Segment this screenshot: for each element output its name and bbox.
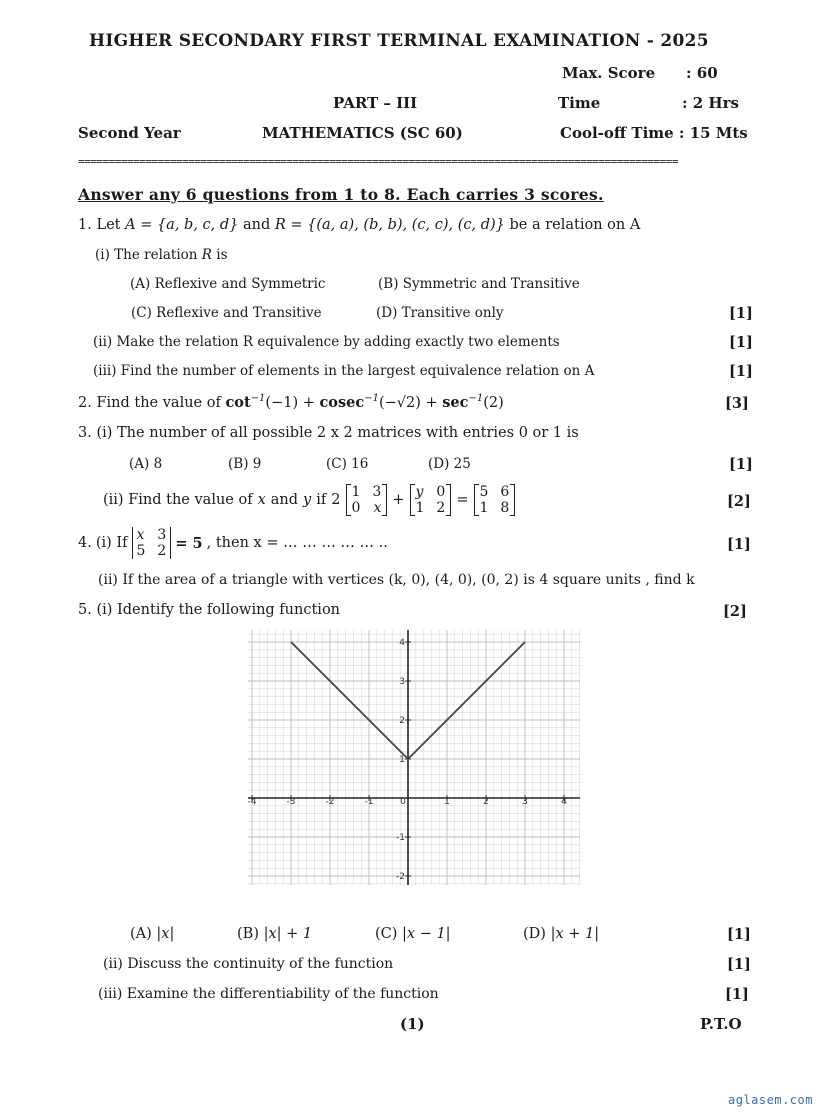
q1-option-c: (C) Reflexive and Transitive <box>131 305 322 321</box>
q5-opt-d-math: |x + 1| <box>550 926 600 942</box>
q1-set-r: R = {(a, a), (b, b), (c, c), (c, d)} <box>274 217 505 233</box>
q3-if: if <box>316 492 327 508</box>
x-tick-label: 0 <box>400 797 406 807</box>
q3-matrix-1 <box>346 484 388 516</box>
x-tick-label: 4 <box>561 797 567 807</box>
q3-sub-ii-text: (ii) Find the value of <box>103 492 253 508</box>
x-tick-label: -4 <box>248 797 257 807</box>
q2-sec: sec <box>442 393 469 411</box>
q2-inv-2: −1 <box>364 393 379 404</box>
q5-sub-ii: (ii) Discuss the continuity of the function <box>103 956 394 972</box>
q3-option-d: (D) 25 <box>428 456 471 472</box>
subject-label: MATHEMATICS (SC 60) <box>262 124 463 142</box>
q3-option-c: (C) 16 <box>326 456 369 472</box>
det-b: 3 <box>157 527 167 543</box>
q5-option-a <box>130 926 174 942</box>
q1-option-a: (A) Reflexive and Symmetric <box>130 276 326 292</box>
exam-title: HIGHER SECONDARY FIRST TERMINAL EXAMINATION - 2025 <box>89 31 709 51</box>
function-graph <box>248 630 580 885</box>
m3-b: 6 <box>500 484 510 500</box>
y-tick-label: 2 <box>399 716 405 726</box>
q1-mark-iii: [1] <box>729 363 753 380</box>
q5-sub-iii: (iii) Examine the differentiability of the function <box>98 986 439 1002</box>
pto-label: P.T.O <box>700 1015 742 1033</box>
time-label: Time <box>558 94 601 112</box>
q5-option-d <box>523 926 599 942</box>
q1-mark-ii: [1] <box>729 334 753 351</box>
q3-var-x: x <box>257 492 266 508</box>
m1-d: x <box>373 500 382 516</box>
q5-num: 5. <box>78 602 92 618</box>
q3-sub-ii <box>103 484 515 516</box>
q4-num: 4. <box>78 535 92 551</box>
q4-if: (i) If <box>95 535 128 551</box>
q5-opt-a-math: |x| <box>156 926 175 942</box>
q2-sec-arg: (2) <box>483 394 504 411</box>
x-tick-label: -1 <box>364 797 374 807</box>
q2-stem <box>78 393 504 411</box>
instruction: Answer any 6 questions from 1 to 8. Each carries 3 scores. <box>78 185 604 204</box>
separator-line: ================================================================================================== <box>78 155 679 168</box>
q2-cosec: cosec <box>319 393 365 411</box>
q1-sub-i-tail: is <box>216 247 228 263</box>
q3-sub-i: (i) The number of all possible 2 x 2 matrices with entries 0 or 1 is <box>96 425 579 441</box>
page-number: (1) <box>400 1015 425 1033</box>
q2-num: 2. <box>78 394 92 411</box>
m3-a: 5 <box>479 484 489 500</box>
q3-stem <box>78 425 579 441</box>
q3-matrix-3 <box>474 484 516 516</box>
q1-num: 1. <box>78 217 92 233</box>
q5-option-c <box>375 926 451 942</box>
watermark: aglasem.com <box>728 1093 813 1107</box>
det-a: x <box>136 527 145 543</box>
year-label: Second Year <box>78 124 181 142</box>
q5-stem <box>78 602 340 618</box>
y-tick-label: 3 <box>399 677 405 687</box>
q1-option-b: (B) Symmetric and Transitive <box>378 276 580 292</box>
q5-mark-iii: [1] <box>725 986 749 1003</box>
q3-plus: + <box>392 492 405 508</box>
q5-opt-c-math: |x − 1| <box>402 926 451 942</box>
q3-and: and <box>270 492 299 508</box>
q5-opt-a-label: (A) <box>130 926 152 942</box>
q3-matrix-2 <box>410 484 452 516</box>
max-score-value: : 60 <box>686 64 718 82</box>
q2-mark: [3] <box>725 395 749 412</box>
q5-mark-i: [2] <box>723 603 747 620</box>
q2-cosec-arg: (−√2) + <box>378 394 438 411</box>
q1-sub-i-r: R <box>201 247 212 263</box>
x-tick-label: -2 <box>325 797 335 807</box>
x-tick-label: 2 <box>483 797 489 807</box>
q2-cot-arg: (−1) + <box>265 394 315 411</box>
q5-mark-ii: [1] <box>727 956 751 973</box>
q4-det-eq: = 5 <box>175 534 203 552</box>
part-label: PART – III <box>333 94 418 112</box>
q2-inv-1: −1 <box>250 393 266 404</box>
q2-expression <box>225 395 503 411</box>
y-tick-label: 1 <box>399 755 405 765</box>
q4-tail: , then x = … … … … … .. <box>206 535 388 551</box>
x-tick-label: 1 <box>444 797 450 807</box>
x-tick-label: 3 <box>522 797 528 807</box>
q1-sub-ii: (ii) Make the relation R equivalence by adding exactly two elements <box>93 334 560 350</box>
x-tick-label: -3 <box>286 797 296 807</box>
q1-sub-i <box>95 247 228 263</box>
m3-d: 8 <box>500 500 510 516</box>
q1-tail: be a relation on A <box>509 217 641 233</box>
q3-mark-ii: [2] <box>727 493 751 510</box>
max-score-label: Max. Score <box>562 64 656 82</box>
m2-b: 0 <box>436 484 446 500</box>
q2-text: Find the value of <box>96 394 221 411</box>
q5-sub-i: (i) Identify the following function <box>96 602 341 618</box>
q1-and: and <box>243 217 271 233</box>
q4-mark-i: [1] <box>727 536 751 553</box>
q5-opt-b-label: (B) <box>237 926 259 942</box>
q3-equals: = <box>456 492 469 508</box>
m2-c: 1 <box>415 500 425 516</box>
q1-option-d: (D) Transitive only <box>376 305 504 321</box>
q3-num: 3. <box>78 425 92 441</box>
q5-opt-d-label: (D) <box>523 926 546 942</box>
m1-b: 3 <box>372 484 382 500</box>
q3-mark-i: [1] <box>729 456 753 473</box>
m2-d: 2 <box>436 500 446 516</box>
q5-option-b <box>237 926 312 942</box>
q1-let: Let <box>96 217 121 233</box>
q5-mark-opts: [1] <box>727 926 751 943</box>
q4-stem <box>78 527 388 559</box>
q5-opt-b-math: |x| + 1 <box>263 926 313 942</box>
q1-set-a: A = {a, b, c, d} <box>125 217 239 233</box>
y-tick-label: -2 <box>396 872 405 882</box>
q1-sub-i-text: (i) The relation <box>95 247 198 263</box>
m3-c: 1 <box>479 500 489 516</box>
m2-a: y <box>415 484 424 500</box>
q5-opt-c-label: (C) <box>375 926 398 942</box>
det-c: 5 <box>136 543 146 559</box>
y-tick-label: -1 <box>396 833 405 843</box>
q1-stem <box>78 217 640 233</box>
cooloff-label: Cool-off Time : 15 Mts <box>560 124 748 142</box>
q3-option-b: (B) 9 <box>228 456 262 472</box>
q2-cot: cot <box>225 393 251 411</box>
q4-sub-ii: (ii) If the area of a triangle with vertices (k, 0), (4, 0), (0, 2) is 4 square units , find k <box>98 572 695 588</box>
det-d: 2 <box>157 543 167 559</box>
q3-var-y: y <box>303 492 312 508</box>
y-tick-label: 4 <box>399 638 405 648</box>
q3-coef: 2 <box>331 492 341 508</box>
time-value: : 2 Hrs <box>682 94 739 112</box>
q1-sub-iii: (iii) Find the number of elements in the largest equivalence relation on A <box>93 363 595 379</box>
q2-inv-3: −1 <box>468 393 484 404</box>
q4-determinant <box>132 527 172 559</box>
q1-mark-i: [1] <box>729 305 753 322</box>
q3-option-a: (A) 8 <box>129 456 163 472</box>
m1-a: 1 <box>351 484 361 500</box>
m1-c: 0 <box>351 500 361 516</box>
